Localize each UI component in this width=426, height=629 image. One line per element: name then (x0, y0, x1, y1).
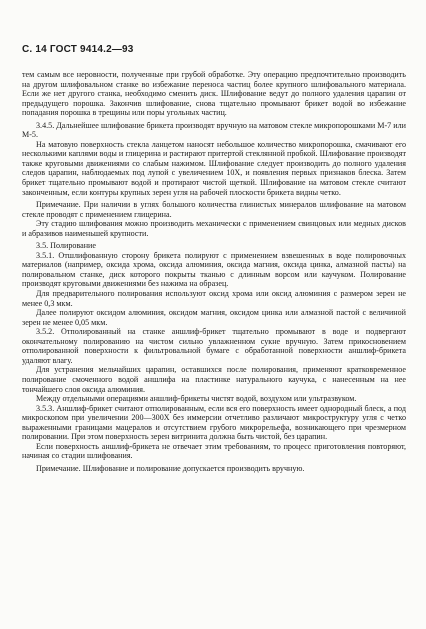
paragraph-further: Далее полируют оксидом алюминия, оксидом магния, оксидом цинка или алмазной пастой с величиной зерен не менее 0,05 мкм. (22, 308, 406, 327)
paragraph-mechanical: Эту стадию шлифования можно производить механически с применением свинцовых или медных дисков и абразивов наименьшей крупности. (22, 219, 406, 238)
paragraph-repeat: Если поверхность аншлиф-брикета не отвечает этим требованиям, то процесс приготовления повторяют, начиная со стадии шлифования. (22, 441, 406, 461)
paragraph-3-5-3: 3.5.3. Аншлиф-брикет считают отполированным, если вся его поверхность имеет однородный блеск, а под микроскопом при увеличении 200—300Х без иммерсии отчетливо различают микроструктуру угля с четко выраженными границами мацералов и отсутствием грубого микрорельефа, возникающего при чрезмерном полировании. При этом поверхность зерен витринита должна быть чистой, без царапин. (22, 403, 406, 442)
paragraph-preliminary: Для предварительного полирования используют оксид хрома или оксид алюминия с размером зерен не менее 0,3 мкм. (22, 289, 406, 308)
paragraph-3-5-2: 3.5.2. Отполированный на станке аншлиф-брикет тщательно промывают в воде и подвергают окончательному полированию на чистом сильно увлажненном сукне вручную. Затем прикосновением отполированной поверхности к фильтровальной бумаге с обработанной поверхности аншлиф-брикета удаляют влагу. (22, 327, 406, 365)
document-body (22, 70, 406, 473)
paragraph-3-5-1: 3.5.1. Отшлифованную сторону брикета полируют с применением взвешенных в воде полировочных материалов (например, оксида хрома, оксида алюминия, оксида магния, оксида цинка, алмазной пасты) на полировальном станке, диск которого покрыты тканью с длинным ворсом или каучуком. Полирование производят круговыми движениями без нажима на образец. (22, 250, 406, 289)
paragraph-cleaning: Между отдельными операциями аншлиф-брикеты чистят водой, воздухом или ультразвуком. (36, 394, 357, 404)
paragraph-3-4-5: 3.4.5. Дальнейшее шлифование брикета производят вручную на матовом стекле микропорошками М-7 или М-5. (22, 120, 406, 140)
page-header: С. 14 ГОСТ 9414.2—93 (22, 44, 134, 55)
paragraph-scratches: Для устранения мельчайших царапин, оставшихся после полирования, применяют кратковременное полирование смоченного водой аншлифа на пластинке натурального каучука, с нанесенным на нее тончайшего слоя оксида алюминия. (22, 365, 406, 394)
section-heading-polishing: 3.5. Полирование (36, 241, 96, 251)
paragraph-continuation: тем самым все неровности, полученные при грубой обработке. Эту операцию предпочтительно производить на другом шлифовальном станке во избежание переноса частиц более крупного шлифовального материала. Если же нет другого станка, необходимо сменить диск. Шлифование ведут до полного удаления царапин от предыдущего порошка. Закончив шлифование, снова тщательно промывают брикет водой во избежание попадания порошка в трещины или поры угольных частиц. (22, 70, 406, 118)
note-glycerin: Примечание. При наличии в углях большого количества глинистых минералов шлифование на матовом стекле проводят с применением глицерина. (22, 200, 406, 219)
paragraph-matte-glass: На матовую поверхность стекла ланцетом наносят небольшое количество микропорошка, смачивают его несколькими каплями воды и глицерина и растирают притертой стеклянной пробкой. Шлифование производят также круговыми движениями со слабым нажимом. Шлифование следует производить до полного удаления следов царапин, наблюдаемых под лупой с увеличением 10Х, и появления первых признаков блеска. Затем брикет тщательно промывают водой и протирают чистой щеткой. Шлифование на матовом стекле считают законченным, если контуры крупных зерен угля на рабочей плоскости брикета видны четко. (22, 139, 406, 197)
note-manual: Примечание. Шлифование и полирование допускается производить вручную. (36, 463, 305, 473)
